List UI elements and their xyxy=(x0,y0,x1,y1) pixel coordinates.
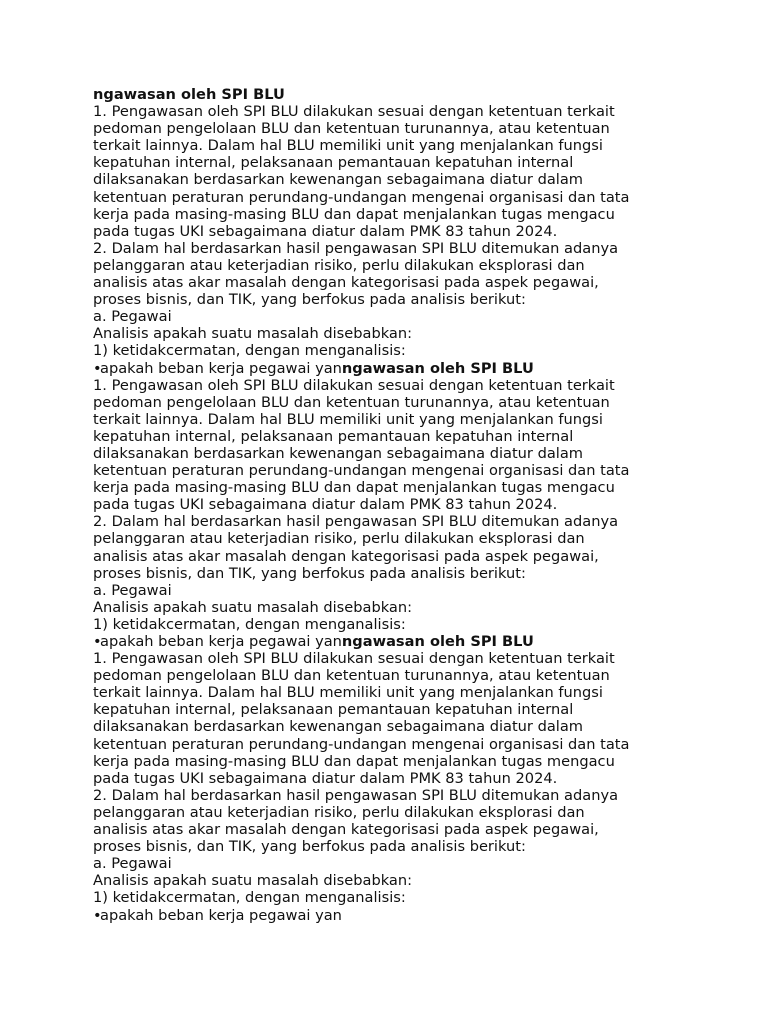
body-line: pelanggaran atau keterjadian risiko, perlu dilakukan eksplorasi dan xyxy=(93,256,585,274)
body-line: kerja pada masing-masing BLU dan dapat menjalankan tugas mengacu xyxy=(93,479,615,497)
document-page xyxy=(93,86,693,924)
body-line: analisis atas akar masalah dengan kategorisasi pada aspek pegawai, xyxy=(93,821,599,839)
body-line: pelanggaran atau keterjadian risiko, perlu dilakukan eksplorasi dan xyxy=(93,530,585,548)
body-line: terkait lainnya. Dalam hal BLU memiliki unit yang menjalankan fungsi xyxy=(93,410,603,428)
bullet-icon: • xyxy=(93,359,102,377)
body-line: pedoman pengelolaan BLU dan ketentuan turunannya, atau ketentuan xyxy=(93,667,610,685)
body-line: 1) ketidakcermatan, dengan menganalisis: xyxy=(93,615,406,633)
body-line: dilaksanakan berdasarkan kewenangan sebagaimana diatur dalam xyxy=(93,171,583,189)
body-line: 1) ketidakcermatan, dengan menganalisis: xyxy=(93,342,406,360)
body-line: kepatuhan internal, pelaksanaan pemantauan kepatuhan internal xyxy=(93,427,574,445)
body-line: kepatuhan internal, pelaksanaan pemantauan kepatuhan internal xyxy=(93,701,574,719)
body-line: 2. Dalam hal berdasarkan hasil pengawasan SPI BLU ditemukan adanya xyxy=(93,513,619,531)
body-line: terkait lainnya. Dalam hal BLU memiliki unit yang menjalankan fungsi xyxy=(93,684,603,702)
body-line: kerja pada masing-masing BLU dan dapat menjalankan tugas mengacu xyxy=(93,752,615,770)
body-line: dilaksanakan berdasarkan kewenangan sebagaimana diatur dalam xyxy=(93,444,583,462)
body-line: pedoman pengelolaan BLU dan ketentuan turunannya, atau ketentuan xyxy=(93,393,610,411)
body-line: Analisis apakah suatu masalah disebabkan: xyxy=(93,325,413,343)
body-line: pelanggaran atau keterjadian risiko, perlu dilakukan eksplorasi dan xyxy=(93,803,585,821)
bullet-icon: • xyxy=(93,633,102,650)
body-line: analisis atas akar masalah dengan kategorisasi pada aspek pegawai, xyxy=(93,547,599,565)
body-line: 1) ketidakcermatan, dengan menganalisis: xyxy=(93,889,406,907)
body-line: ketentuan peraturan perundang-undangan mengenai organisasi dan tata xyxy=(93,462,630,480)
body-line: pada tugas UKI sebagaimana diatur dalam PMK 83 tahun 2024. xyxy=(93,496,558,514)
body-line: kepatuhan internal, pelaksanaan pemantauan kepatuhan internal xyxy=(93,154,574,172)
body-line: 2. Dalam hal berdasarkan hasil pengawasan SPI BLU ditemukan adanya xyxy=(93,239,619,257)
bullet-text: apakah beban kerja pegawai yan xyxy=(100,633,342,650)
body-line: Analisis apakah suatu masalah disebabkan: xyxy=(93,872,413,890)
bullet-line xyxy=(93,360,693,377)
body-line: kerja pada masing-masing BLU dan dapat menjalankan tugas mengacu xyxy=(93,205,615,223)
body-line: Analisis apakah suatu masalah disebabkan: xyxy=(93,598,413,616)
body-line: proses bisnis, dan TIK, yang berfokus pada analisis berikut: xyxy=(93,291,526,309)
section-heading: ngawasan oleh SPI BLU xyxy=(93,86,285,103)
bullet-line xyxy=(93,633,693,650)
body-line: a. Pegawai xyxy=(93,855,172,873)
body-line: proses bisnis, dan TIK, yang berfokus pada analisis berikut: xyxy=(93,838,526,856)
body-line: dilaksanakan berdasarkan kewenangan sebagaimana diatur dalam xyxy=(93,718,583,736)
body-line: proses bisnis, dan TIK, yang berfokus pada analisis berikut: xyxy=(93,564,526,582)
bullet-line xyxy=(93,907,693,924)
bullet-icon: • xyxy=(93,906,102,924)
body-line: a. Pegawai xyxy=(93,581,172,599)
body-line: ketentuan peraturan perundang-undangan mengenai organisasi dan tata xyxy=(93,735,630,753)
body-line: pedoman pengelolaan BLU dan ketentuan turunannya, atau ketentuan xyxy=(93,120,610,138)
bullet-text: apakah beban kerja pegawai yan xyxy=(100,906,342,924)
section-heading: ngawasan oleh SPI BLU xyxy=(341,633,534,650)
body-line: a. Pegawai xyxy=(93,308,172,326)
body-line: 1. Pengawasan oleh SPI BLU dilakukan sesuai dengan ketentuan terkait xyxy=(93,650,615,668)
body-line: 2. Dalam hal berdasarkan hasil pengawasan SPI BLU ditemukan adanya xyxy=(93,786,619,804)
body-line: analisis atas akar masalah dengan kategorisasi pada aspek pegawai, xyxy=(93,274,599,292)
body-line: 1. Pengawasan oleh SPI BLU dilakukan sesuai dengan ketentuan terkait xyxy=(93,103,615,121)
body-line: 1. Pengawasan oleh SPI BLU dilakukan sesuai dengan ketentuan terkait xyxy=(93,376,615,394)
body-line: pada tugas UKI sebagaimana diatur dalam PMK 83 tahun 2024. xyxy=(93,769,558,787)
body-line: ketentuan peraturan perundang-undangan mengenai organisasi dan tata xyxy=(93,188,630,206)
body-line: pada tugas UKI sebagaimana diatur dalam PMK 83 tahun 2024. xyxy=(93,222,558,240)
body-line: terkait lainnya. Dalam hal BLU memiliki unit yang menjalankan fungsi xyxy=(93,137,603,155)
section-heading: ngawasan oleh SPI BLU xyxy=(341,359,534,377)
bullet-text: apakah beban kerja pegawai yan xyxy=(100,359,342,377)
